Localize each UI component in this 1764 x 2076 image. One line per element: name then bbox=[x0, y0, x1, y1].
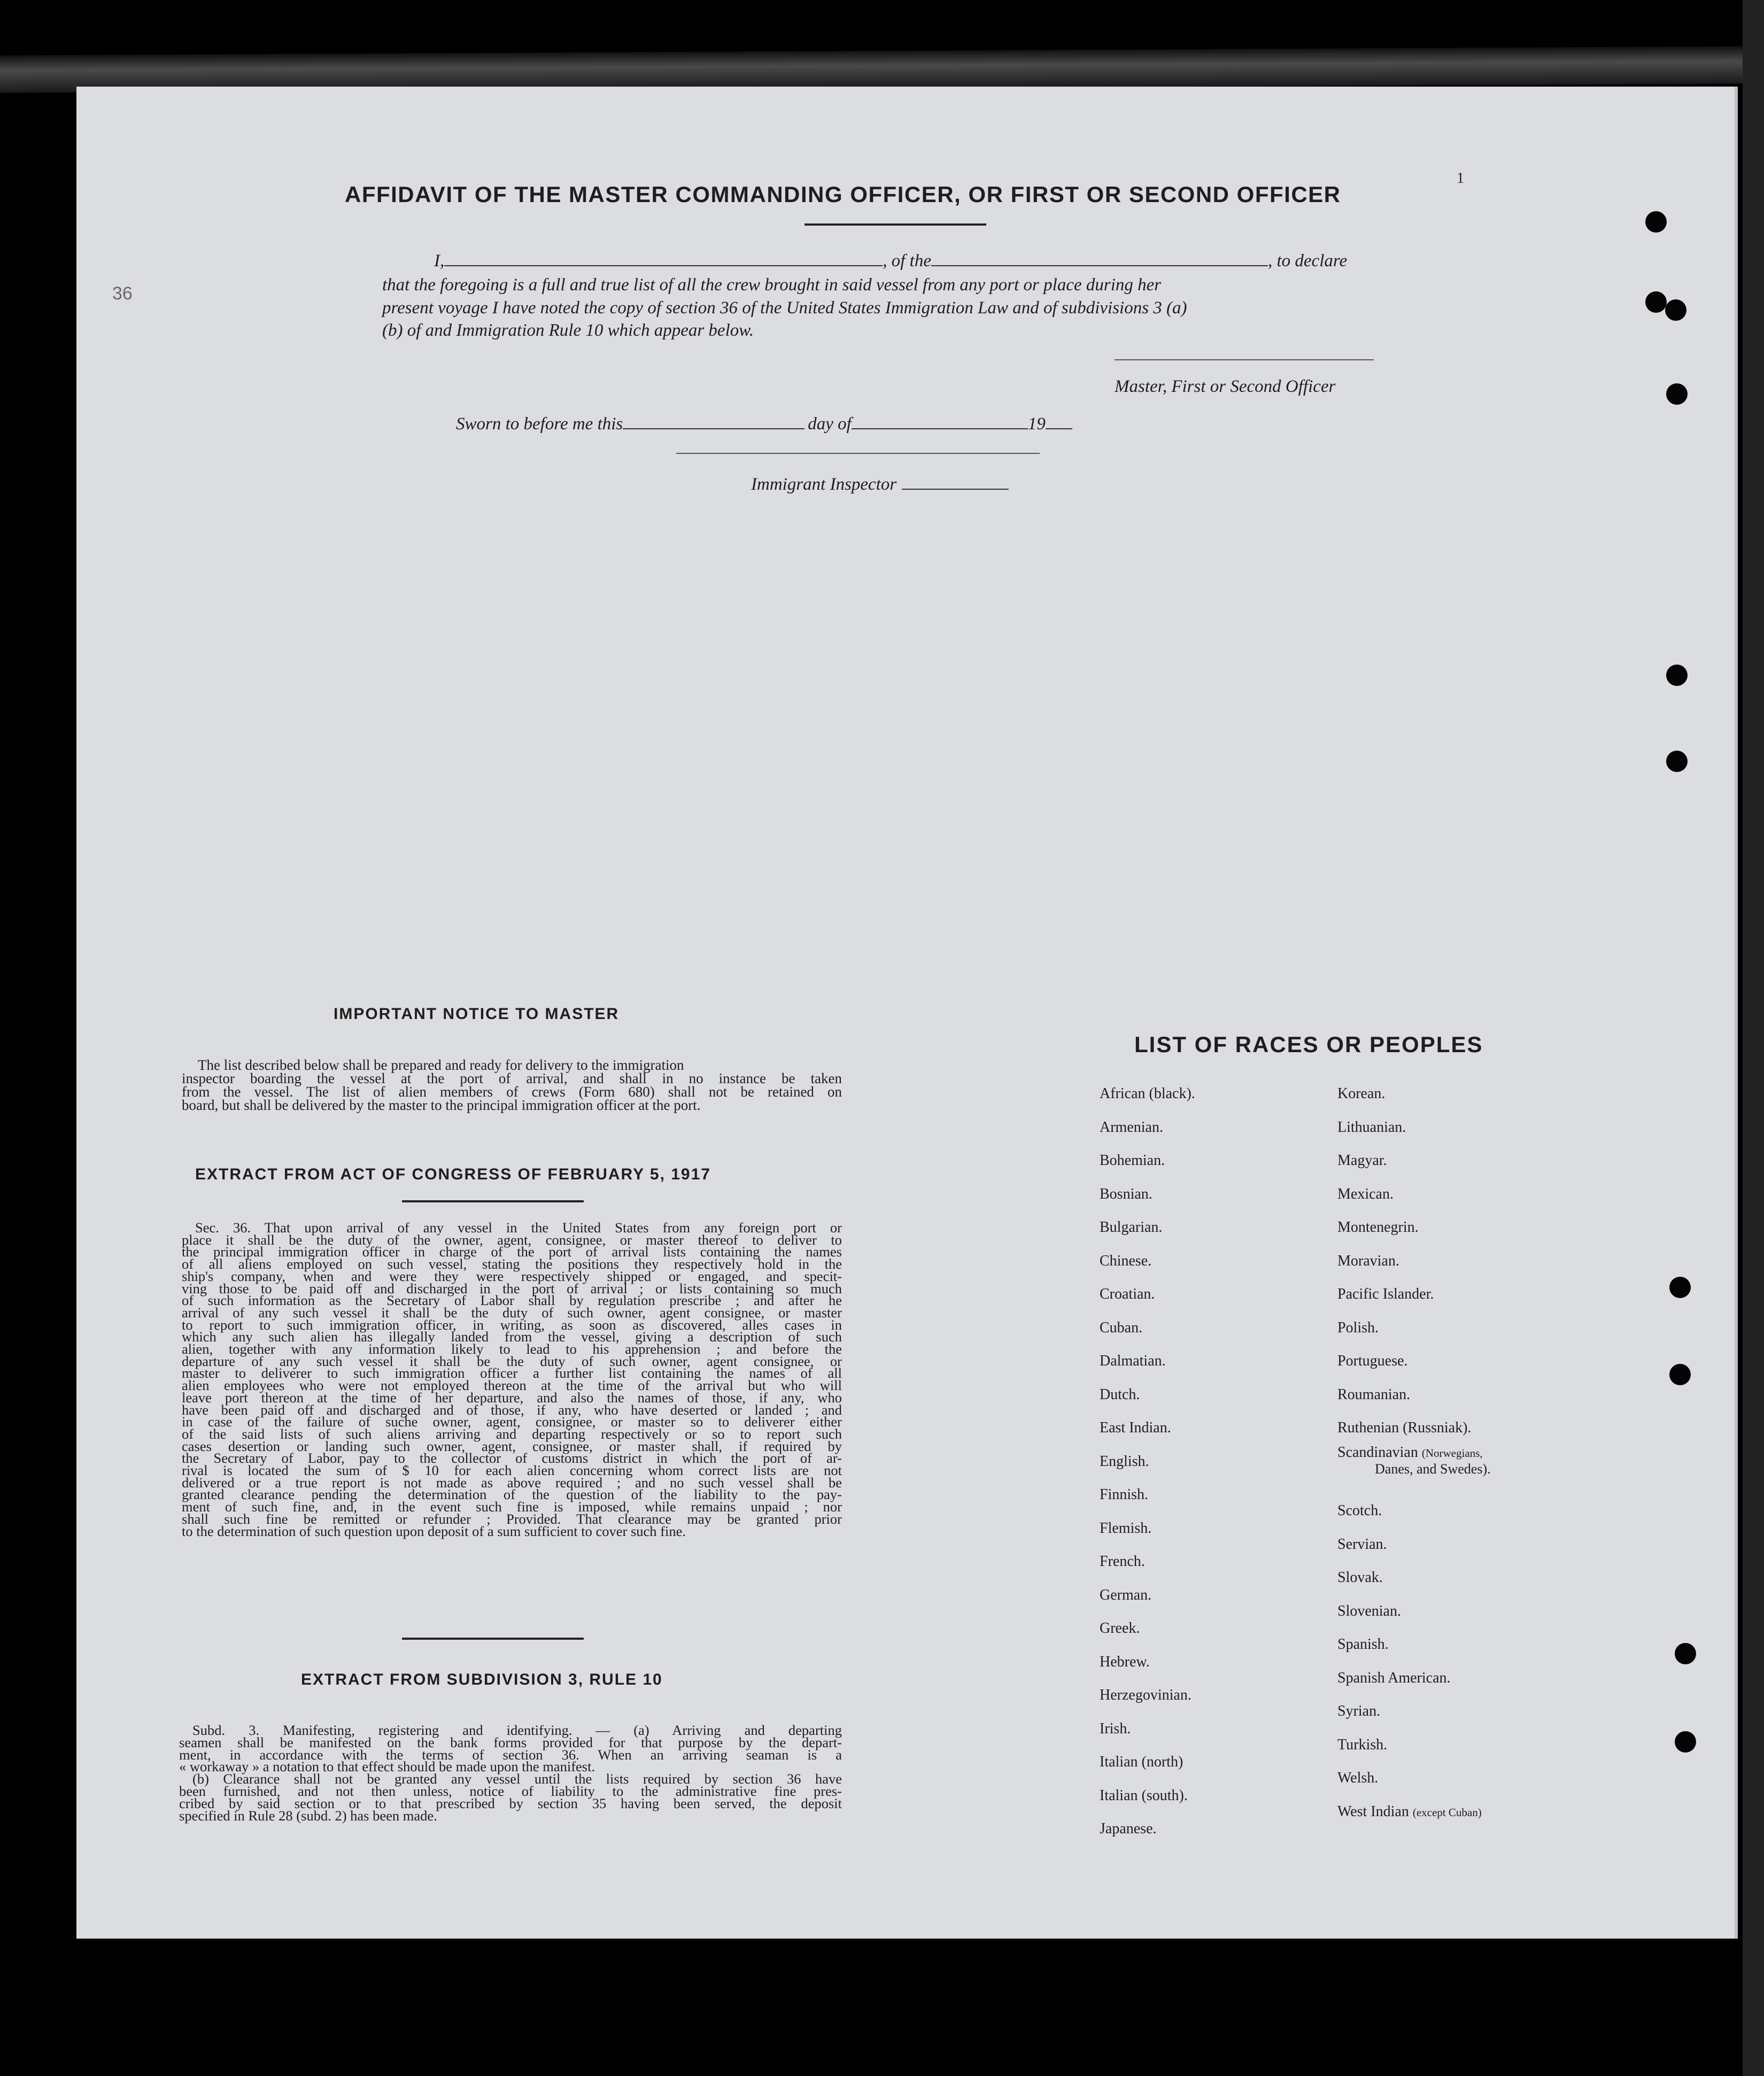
inspector-line bbox=[751, 475, 1009, 495]
name-blank bbox=[444, 265, 883, 266]
master-signature-line bbox=[1115, 359, 1374, 360]
race-item: English. bbox=[1100, 1453, 1149, 1470]
punch-hole bbox=[1645, 211, 1667, 233]
act-line: shall such fine be remitted or refunder ; Provided. That clearance may be granted prior bbox=[182, 1510, 842, 1527]
document-page bbox=[76, 87, 1738, 1939]
act-rule bbox=[402, 1200, 584, 1202]
act-line: of all aliens employed on such vessel, stating the positions they respectively hold in the bbox=[182, 1256, 842, 1272]
rule-line: Subd. 3. Manifesting, registering and identifying. — (a) Arriving and departing bbox=[192, 1722, 842, 1738]
race-item: Greek. bbox=[1100, 1620, 1140, 1637]
race-item: Servian. bbox=[1337, 1535, 1387, 1553]
punch-hole bbox=[1666, 665, 1688, 686]
race-item: Armenian. bbox=[1100, 1118, 1163, 1136]
race-item: Moravian. bbox=[1337, 1252, 1399, 1269]
affidavit-line-1 bbox=[434, 251, 1347, 271]
races-column-2 bbox=[1337, 1077, 1471, 1445]
race-item: Bosnian. bbox=[1100, 1185, 1152, 1202]
race-item: Scandinavian bbox=[1337, 1444, 1418, 1461]
vessel-blank bbox=[931, 265, 1268, 266]
notice-heading: IMPORTANT NOTICE TO MASTER bbox=[334, 1005, 620, 1023]
race-item: African (black). bbox=[1100, 1085, 1195, 1102]
race-item: Turkish. bbox=[1337, 1736, 1388, 1753]
race-item: Hebrew. bbox=[1100, 1653, 1150, 1670]
races-column-2b bbox=[1337, 1494, 1451, 1795]
act-line: rival is located the sum of $ 10 for each alien concerning whom correct lists are not bbox=[182, 1462, 842, 1479]
sworn-text: Sworn to before me this bbox=[456, 414, 623, 434]
act-line: ment of such fine, and, in the event such fine is imposed, while remains unpaid ; nor bbox=[182, 1499, 842, 1515]
races-column-1 bbox=[1100, 1077, 1195, 1846]
act-line: to the determination of such question upon deposit of a sum sufficient to cover such fine. bbox=[182, 1523, 686, 1539]
affidavit-line-3: present voyage I have noted the copy of section 36 of the United States Immigration Law and of subdivisions 3 (a) bbox=[382, 298, 1187, 318]
act-line: of the said lists of such aliens arriving and departing respectively or so to report such bbox=[182, 1425, 842, 1442]
race-item: Bulgarian. bbox=[1100, 1219, 1163, 1236]
race-item: Magyar. bbox=[1337, 1152, 1387, 1169]
race-item: Chinese. bbox=[1100, 1252, 1152, 1269]
punch-hole bbox=[1675, 1643, 1696, 1664]
punch-hole bbox=[1666, 383, 1688, 405]
film-edge-band bbox=[0, 46, 1764, 92]
rule-heading: EXTRACT FROM SUBDIVISION 3, RULE 10 bbox=[301, 1671, 663, 1688]
act-line: have been paid off and discharged and of those, if any, who have deserted or landed ; and bbox=[182, 1401, 842, 1418]
races-scandinavian bbox=[1337, 1445, 1491, 1477]
punch-hole bbox=[1675, 1731, 1696, 1753]
act-line: place it shall be the duty of the owner, agent, consignee, or master thereof to deliver to bbox=[182, 1231, 842, 1248]
act-line: granted clearance pending the determination of the question of the liability to the pay- bbox=[182, 1486, 842, 1503]
race-item: West Indian bbox=[1337, 1803, 1409, 1820]
race-item: Flemish. bbox=[1100, 1519, 1152, 1537]
act-line: alien, together with any information likely to lead to his apprehension ; and before the bbox=[182, 1341, 842, 1357]
film-right-edge bbox=[1743, 0, 1764, 2076]
race-item: Croatian. bbox=[1100, 1286, 1155, 1302]
race-item: Slovenian. bbox=[1337, 1602, 1401, 1619]
race-item: Italian (north) bbox=[1100, 1754, 1183, 1770]
notice-line: from the vessel. The list of alien members of crews (Form 680) shall not be retained on bbox=[182, 1084, 842, 1100]
notice-line: board, but shall be delivered by the master to the principal immigration officer at the port. bbox=[182, 1097, 701, 1113]
races-west-indian bbox=[1337, 1795, 1482, 1830]
race-item: Dalmatian. bbox=[1100, 1353, 1166, 1369]
race-item: Syrian. bbox=[1337, 1703, 1381, 1719]
race-item: Finnish. bbox=[1100, 1486, 1149, 1503]
race-item: Cuban. bbox=[1100, 1319, 1143, 1336]
act-line: Sec. 36. That upon arrival of any vessel in the United States from any foreign port or bbox=[195, 1220, 842, 1236]
rule-line: seamen shall be manifested on the bank forms provided for that purpose by the depart- bbox=[179, 1734, 842, 1750]
sworn-year: 19 bbox=[1027, 414, 1046, 434]
act-line: arrival of any such vessel it shall be the duty of such owner, agent consignee, or master bbox=[182, 1304, 842, 1321]
rule-line: ment, in accordance with the terms of section 36. When an arriving seaman is a bbox=[179, 1746, 842, 1763]
affidavit-heading: AFFIDAVIT OF THE MASTER COMMANDING OFFICER, OR FIRST OR SECOND OFFICER bbox=[345, 182, 1341, 207]
rule-line: (b) Clearance shall not be granted any vessel until the lists required by section 36 have bbox=[192, 1771, 842, 1787]
race-item: Dutch. bbox=[1100, 1386, 1140, 1403]
race-item: East Indian. bbox=[1100, 1419, 1171, 1436]
act-line: alien employees who were not employed thereon at the time of the arrival but who will bbox=[182, 1377, 842, 1394]
act-line: the Secretary of Labor, pay to the collector of customs district in which the port of ar- bbox=[182, 1450, 842, 1467]
master-signature-label: Master, First or Second Officer bbox=[1115, 377, 1336, 396]
race-item: Italian (south). bbox=[1100, 1787, 1188, 1804]
race-item: Mexican. bbox=[1337, 1185, 1394, 1202]
punch-hole bbox=[1669, 1277, 1691, 1298]
act-line: leave port thereon at the time of her departure, and also the names of those, if any, who bbox=[182, 1389, 842, 1406]
notice-line: The list described below shall be prepared and ready for delivery to the immigration bbox=[198, 1057, 684, 1073]
act-line: delivered or a true report is not made as above required ; and no such vessel shall be bbox=[182, 1474, 842, 1491]
act-line: master to deliverer to such immigration officer a further list containing the names of all bbox=[182, 1365, 842, 1382]
affidavit-text-i: I, bbox=[434, 251, 445, 271]
rule-line: specified in Rule 28 (subd. 2) has been made. bbox=[179, 1807, 437, 1824]
race-item: Welsh. bbox=[1337, 1770, 1379, 1786]
race-item: Irish. bbox=[1100, 1720, 1131, 1737]
affidavit-text-declare: , to declare bbox=[1267, 251, 1348, 271]
act-line: the principal immigration officer in charge of the port of arrival lists containing the names bbox=[182, 1244, 842, 1260]
act-line: which any such alien has illegally landed from the vessel, giving a description of such bbox=[182, 1329, 842, 1345]
margin-mark: 36 bbox=[112, 283, 133, 304]
race-item: Japanese. bbox=[1100, 1820, 1157, 1837]
race-note: (Norwegians, bbox=[1421, 1447, 1483, 1460]
rule-text bbox=[179, 1724, 842, 1822]
notice-line: inspector boarding the vessel at the port of arrival, and shall in no instance be taken bbox=[182, 1070, 842, 1086]
inspector-blank bbox=[902, 489, 1009, 490]
act-text bbox=[182, 1222, 842, 1537]
page-mark: 1 bbox=[1457, 170, 1464, 187]
day-blank bbox=[623, 428, 804, 429]
race-item: Roumanian. bbox=[1337, 1386, 1411, 1403]
month-blank bbox=[852, 428, 1028, 429]
act-end-rule bbox=[402, 1638, 584, 1640]
race-item: Bohemian. bbox=[1100, 1152, 1165, 1169]
rule-line: « workaway » a notation to that effect should be made upon the manifest. bbox=[179, 1758, 595, 1775]
race-item: German. bbox=[1100, 1586, 1152, 1603]
race-item: Slovak. bbox=[1337, 1569, 1383, 1586]
punch-hole bbox=[1645, 291, 1667, 313]
notice-text bbox=[182, 1059, 842, 1112]
race-item: Polish. bbox=[1337, 1319, 1379, 1336]
race-note: Danes, and Swedes). bbox=[1375, 1461, 1491, 1477]
races-heading: LIST OF RACES OR PEOPLES bbox=[1134, 1032, 1483, 1057]
race-item: Lithuanian. bbox=[1337, 1118, 1406, 1136]
sworn-day-of: day of bbox=[808, 414, 852, 434]
affidavit-text-of-the: , of the bbox=[883, 251, 931, 271]
act-line: ship's company, when and were they were respectively shipped or engaged, and specit- bbox=[182, 1268, 842, 1284]
act-line: cases desertion or landing such owner, agent, consignee, or master shall, if required by bbox=[182, 1438, 842, 1454]
punch-hole bbox=[1666, 751, 1688, 772]
punch-hole bbox=[1665, 299, 1686, 321]
act-line: departure of any such vessel it shall be the duty of such owner, agent consignee, or bbox=[182, 1353, 842, 1369]
race-note: (except Cuban) bbox=[1412, 1806, 1482, 1819]
race-item: Korean. bbox=[1337, 1085, 1386, 1102]
act-line: ving those to be paid off and discharged in the port of arrival ; or lists containing so much bbox=[182, 1280, 842, 1296]
act-line: of such information as the Secretary of Labor shall by regulation prescribe ; and after he bbox=[182, 1292, 842, 1309]
year-blank bbox=[1046, 428, 1072, 429]
sworn-line bbox=[456, 414, 1072, 434]
race-item: Spanish. bbox=[1337, 1636, 1389, 1653]
heading-rule bbox=[804, 223, 986, 226]
rule-line: cribed by said section or to that prescribed by section 35 having been served, the deposit bbox=[179, 1795, 842, 1811]
inspector-label: Immigrant Inspector bbox=[751, 475, 897, 494]
race-item: French. bbox=[1100, 1553, 1145, 1570]
race-item: Spanish American. bbox=[1337, 1669, 1451, 1686]
race-item: Portuguese. bbox=[1337, 1353, 1408, 1369]
affidavit-line-2: that the foregoing is a full and true list of all the crew brought in said vessel from any port or place during her bbox=[382, 275, 1162, 295]
race-item: Herzegovinian. bbox=[1100, 1687, 1192, 1703]
rule-line: been furnished, and not then unless, notice of liability to the administrative fine pres- bbox=[179, 1782, 842, 1799]
race-item: Montenegrin. bbox=[1337, 1219, 1419, 1236]
race-item: Ruthenian (Russniak). bbox=[1337, 1419, 1472, 1436]
act-line: to report to such immigration officer, in writing, as soon as discovered, alles cases in bbox=[182, 1316, 842, 1333]
act-line: in case of the failure of suche owner, agent, consignee, or master so to deliverer either bbox=[182, 1414, 842, 1430]
act-heading: EXTRACT FROM ACT OF CONGRESS OF FEBRUARY 5, 1917 bbox=[195, 1166, 711, 1183]
affidavit-line-4: (b) of and Immigration Rule 10 which appear below. bbox=[382, 321, 754, 340]
race-item: Pacific Islander. bbox=[1337, 1286, 1434, 1302]
inspector-signature-line bbox=[676, 453, 1040, 454]
race-item: Scotch. bbox=[1337, 1502, 1382, 1519]
punch-hole bbox=[1669, 1364, 1691, 1385]
